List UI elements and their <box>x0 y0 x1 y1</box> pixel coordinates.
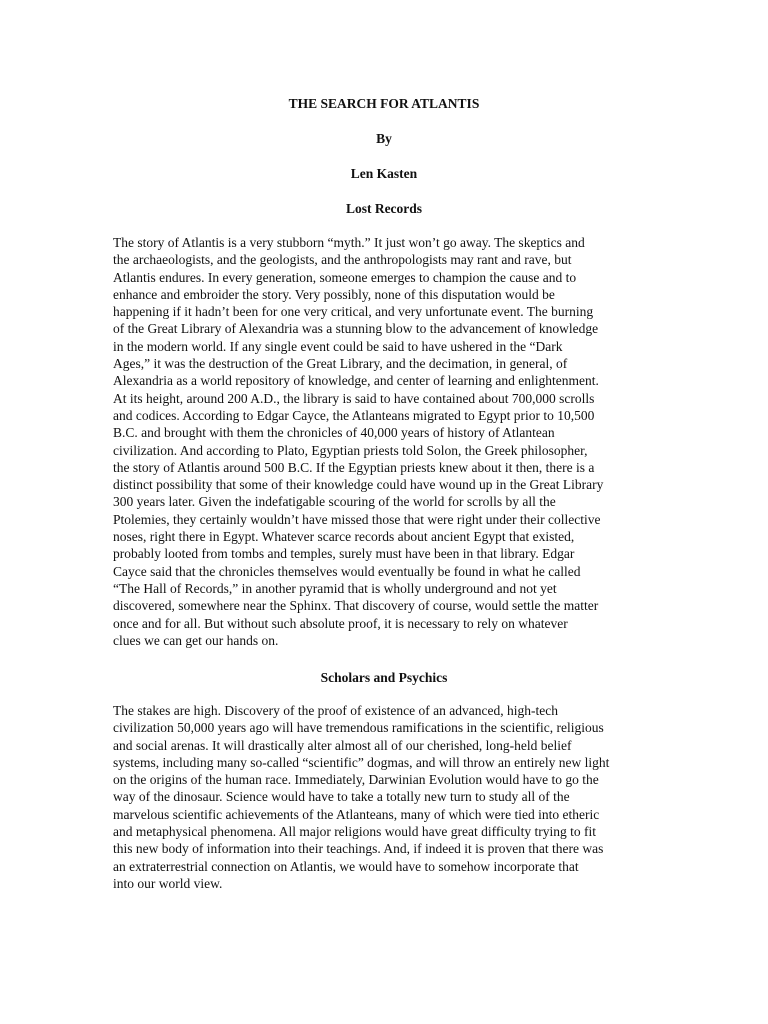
paragraph-line: way of the dinosaur. Science would have to take a totally new turn to study all of the <box>113 789 570 805</box>
paragraph-line: and codices. According to Edgar Cayce, the Atlanteans migrated to Egypt prior to 10,500 <box>113 407 595 423</box>
paragraph-line: into our world view. <box>113 875 223 891</box>
paragraph-line: distinct possibility that some of their knowledge could have wound up in the Great Library <box>113 477 604 493</box>
paragraph-line: Atlantis endures. In every generation, someone emerges to champion the cause and to <box>113 269 577 285</box>
paragraph-line: the story of Atlantis around 500 B.C. If the Egyptian priests knew about it then, there is a <box>113 459 595 475</box>
paragraph-scholars-and-psychics <box>113 702 659 892</box>
section-heading-lost-records: Lost Records <box>345 201 423 216</box>
paragraph-line: The story of Atlantis is a very stubborn “myth.” It just won’t go away. The skeptics and <box>113 235 585 250</box>
paragraph-line: of the Great Library of Alexandria was a stunning blow to the advancement of knowledge <box>113 321 599 337</box>
paragraph-line: Cayce said that the chronicles themselves would eventually be found in what he called <box>113 563 581 579</box>
paragraph-line: once and for all. But without such absolute proof, it is necessary to rely on whatever <box>113 615 568 631</box>
paragraph-line: clues we can get our hands on. <box>113 632 279 648</box>
author-name: Len Kasten <box>350 166 418 181</box>
paragraph-line: on the origins of the human race. Immediately, Darwinian Evolution would have to go the <box>113 772 599 788</box>
paragraph-line: civilization 50,000 years ago will have tremendous ramifications in the scientific, religious <box>113 720 604 736</box>
paragraph-line: “The Hall of Records,” in another pyramid that is wholly underground and not yet <box>113 580 557 596</box>
byline-label: By <box>376 131 392 146</box>
paragraph-lost-records <box>113 234 659 649</box>
paragraph-line: Ptolemies, they certainly wouldn’t have missed those that were right under their collective <box>113 511 601 527</box>
paragraph-line: and metaphysical phenomena. All major religions would have great difficulty trying to fit <box>113 824 597 840</box>
paragraph-line: an extraterrestrial connection on Atlantis, we would have to somehow incorporate that <box>113 858 579 874</box>
paragraph-line: The stakes are high. Discovery of the proof of existence of an advanced, high-tech <box>113 703 558 718</box>
paragraph-line: discovered, somewhere near the Sphinx. That discovery of course, would settle the matter <box>113 598 599 614</box>
paragraph-line: Alexandria as a world repository of knowledge, and center of learning and enlightenment. <box>113 373 599 389</box>
paragraph-line: enhance and embroider the story. Very possibly, none of this disputation would be <box>113 286 555 302</box>
document-title: THE SEARCH FOR ATLANTIS <box>288 96 480 111</box>
paragraph-line: noses, right there in Egypt. Whatever scarce records about ancient Egypt that existed, <box>113 529 575 545</box>
paragraph-line: marvelous scientific achievements of the Atlanteans, many of which were tied into etheric <box>113 806 600 822</box>
paragraph-line: At its height, around 200 A.D., the library is said to have contained about 700,000 scrolls <box>113 390 595 406</box>
paragraph-line: B.C. and brought with them the chronicles of 40,000 years of history of Atlantean <box>113 425 555 441</box>
paragraph-line: 300 years later. Given the indefatigable scouring of the world for scrolls by all the <box>113 494 556 510</box>
paragraph-line: and social arenas. It will drastically alter almost all of our cherished, long-held belief <box>113 737 572 753</box>
paragraph-line: Ages,” it was the destruction of the Great Library, and the decimation, in general, of <box>113 356 568 372</box>
paragraph-line: systems, including many so-called “scientific” dogmas, and will throw an entirely new light <box>113 754 610 770</box>
paragraph-line: the archaeologists, and the geologists, and the anthropologists may rant and rave, but <box>113 252 572 268</box>
paragraph-line: civilization. And according to Plato, Egyptian priests told Solon, the Greek philosopher, <box>113 442 588 458</box>
paragraph-line: probably looted from tombs and temples, surely must have been in that library. Edgar <box>113 546 575 562</box>
paragraph-line: in the modern world. If any single event could be said to have ushered in the “Dark <box>113 338 563 354</box>
paragraph-line: happening if it hadn’t been for one very critical, and very unfortunate event. The burning <box>113 304 594 320</box>
section-heading-scholars-and-psychics: Scholars and Psychics <box>320 670 448 685</box>
paragraph-line: this new body of information into their teachings. And, if indeed it is proven that there was <box>113 841 604 857</box>
